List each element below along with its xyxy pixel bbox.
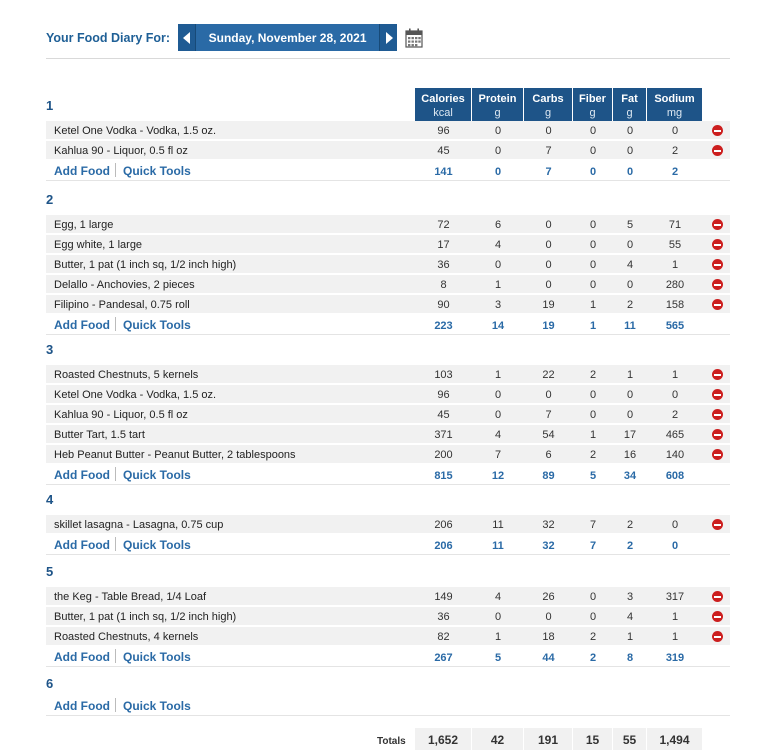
meal-total-carbs: 89 <box>542 470 555 482</box>
daily-total-calories: 1,652 <box>415 728 472 750</box>
daily-total-protein: 42 <box>472 728 524 750</box>
food-entry-row <box>46 425 730 444</box>
meal-total-calories: 815 <box>434 470 453 482</box>
entry-fat: 0 <box>626 145 634 157</box>
entry-carbs: 19 <box>542 299 555 311</box>
entry-carbs: 54 <box>542 429 555 441</box>
food-entry-row <box>46 295 730 314</box>
entry-calories: 206 <box>434 519 453 531</box>
entry-fiber: 0 <box>589 239 597 251</box>
food-entry-row <box>46 385 730 404</box>
column-name: Fiber <box>579 93 606 105</box>
entry-sodium: 1 <box>671 369 679 381</box>
entry-fiber: 0 <box>589 611 597 623</box>
entry-calories: 200 <box>434 449 453 461</box>
entry-fat: 2 <box>626 519 634 531</box>
meal-title: 1 <box>46 98 54 113</box>
meal-total-sodium: 608 <box>665 470 685 482</box>
quick-tools-link[interactable]: Quick Tools <box>123 318 191 332</box>
delete-entry-icon[interactable] <box>712 519 723 530</box>
entry-calories: 371 <box>434 429 453 441</box>
column-name: Protein <box>478 93 517 105</box>
meal-total-sodium: 319 <box>665 652 685 664</box>
entry-protein: 1 <box>494 631 502 643</box>
entry-carbs: 18 <box>542 631 555 643</box>
food-entry-name[interactable]: Butter, 1 pat (1 inch sq, 1/2 inch high) <box>54 611 237 623</box>
entry-fat: 0 <box>626 239 634 251</box>
food-entry-name[interactable]: Ketel One Vodka - Vodka, 1.5 oz. <box>54 125 217 137</box>
entry-calories: 36 <box>437 259 450 271</box>
food-entry-row <box>46 365 730 384</box>
entry-fat: 17 <box>623 429 637 441</box>
delete-entry-icon[interactable] <box>712 125 723 136</box>
date-navigator <box>178 24 397 51</box>
link-separator <box>115 698 116 712</box>
delete-entry-icon[interactable] <box>712 239 723 250</box>
entry-protein: 1 <box>494 279 502 291</box>
link-separator <box>115 537 116 551</box>
entry-fiber: 2 <box>589 631 597 643</box>
entry-calories: 96 <box>437 125 450 137</box>
food-entry-row <box>46 515 730 534</box>
meal-total-fat: 2 <box>626 540 634 552</box>
entry-calories: 45 <box>437 409 450 421</box>
food-entry-name[interactable]: Butter Tart, 1.5 tart <box>54 429 145 441</box>
link-separator <box>115 317 116 331</box>
column-unit: mg <box>666 107 683 119</box>
entry-fiber: 7 <box>589 519 597 531</box>
meal-total-fiber: 0 <box>589 166 597 178</box>
quick-tools-link[interactable]: Quick Tools <box>123 164 191 178</box>
delete-entry-icon[interactable] <box>712 429 723 440</box>
food-entry-row <box>46 141 730 160</box>
entry-sodium: 465 <box>665 429 685 441</box>
entry-carbs: 26 <box>542 591 555 603</box>
entry-protein: 0 <box>494 409 502 421</box>
entry-sodium: 158 <box>665 299 685 311</box>
meal-total-protein: 5 <box>494 652 502 664</box>
meal-total-fat: 0 <box>626 166 634 178</box>
food-entry-name[interactable]: Butter, 1 pat (1 inch sq, 1/2 inch high) <box>54 259 237 271</box>
quick-tools-link[interactable]: Quick Tools <box>123 538 191 552</box>
entry-sodium: 1 <box>671 631 679 643</box>
diary-header <box>46 24 736 51</box>
entry-carbs: 6 <box>545 449 552 461</box>
meal-total-fat: 11 <box>624 320 636 332</box>
delete-entry-icon[interactable] <box>712 299 723 310</box>
delete-entry-icon[interactable] <box>712 369 723 380</box>
diary-date-label: Your Food Diary For: <box>46 30 171 45</box>
food-entry-row <box>46 275 730 294</box>
meal-total-row <box>46 535 730 555</box>
delete-entry-icon[interactable] <box>712 219 723 230</box>
add-food-link[interactable]: Add Food <box>54 538 110 552</box>
entry-protein: 0 <box>494 259 502 271</box>
entry-carbs: 7 <box>545 409 552 421</box>
entry-fat: 4 <box>626 611 634 623</box>
entry-calories: 17 <box>437 239 450 251</box>
meal-total-fiber: 7 <box>589 540 597 552</box>
entry-calories: 8 <box>440 279 447 291</box>
entry-sodium: 0 <box>671 389 679 401</box>
food-entry-name[interactable]: Filipino - Pandesal, 0.75 roll <box>54 299 190 311</box>
daily-total-fiber: 15 <box>573 728 613 750</box>
entry-protein: 3 <box>494 299 502 311</box>
entry-sodium: 317 <box>665 591 685 603</box>
entry-sodium: 140 <box>665 449 685 461</box>
food-entry-row <box>46 405 730 424</box>
entry-fiber: 0 <box>589 145 597 157</box>
meal-total-sodium: 0 <box>671 540 679 552</box>
caret-right-icon <box>385 32 393 44</box>
food-entry-row <box>46 255 730 274</box>
entry-fat: 4 <box>626 259 634 271</box>
link-separator <box>115 649 116 663</box>
meal-total-carbs: 7 <box>545 166 552 178</box>
entry-sodium: 1 <box>671 611 679 623</box>
column-unit: g <box>589 107 596 119</box>
food-entry-name[interactable]: Egg white, 1 large <box>54 239 143 251</box>
entry-fat: 0 <box>626 389 634 401</box>
entry-protein: 7 <box>494 449 502 461</box>
entry-carbs: 0 <box>545 125 552 137</box>
entry-protein: 11 <box>492 519 504 531</box>
food-entry-row <box>46 235 730 254</box>
meal-total-row <box>46 647 730 667</box>
entry-fiber: 0 <box>589 259 597 271</box>
current-date[interactable]: Sunday, November 28, 2021 <box>195 24 380 51</box>
entry-fat: 16 <box>623 449 637 461</box>
food-entry-name[interactable]: Roasted Chestnuts, 5 kernels <box>54 369 199 381</box>
column-name: Calories <box>421 93 465 105</box>
entry-fat: 3 <box>626 591 634 603</box>
delete-entry-icon[interactable] <box>712 259 723 270</box>
column-header-fat <box>613 88 647 122</box>
meal-total-fat: 34 <box>623 470 637 482</box>
food-entry-name[interactable]: Ketel One Vodka - Vodka, 1.5 oz. <box>54 389 217 401</box>
column-headers <box>415 88 703 122</box>
entry-fiber: 0 <box>589 389 597 401</box>
food-entry-row <box>46 215 730 234</box>
entry-fat: 0 <box>626 279 634 291</box>
entry-fat: 2 <box>626 299 634 311</box>
entry-fat: 0 <box>626 125 634 137</box>
meal-total-protein: 11 <box>492 540 504 552</box>
entry-protein: 4 <box>494 591 502 603</box>
meal-total-sodium: 565 <box>665 320 685 332</box>
meal-total-calories: 267 <box>434 652 453 664</box>
quick-tools-link[interactable]: Quick Tools <box>123 650 191 664</box>
add-food-link[interactable]: Add Food <box>54 468 110 482</box>
delete-entry-icon[interactable] <box>712 631 723 642</box>
entry-fiber: 1 <box>589 299 597 311</box>
entry-fat: 1 <box>626 369 634 381</box>
food-entry-row <box>46 445 730 464</box>
column-unit: g <box>626 107 633 119</box>
caret-left-icon <box>183 32 191 44</box>
entry-calories: 90 <box>437 299 450 311</box>
entry-fiber: 0 <box>589 591 597 603</box>
entry-calories: 103 <box>434 369 453 381</box>
entry-fiber: 2 <box>589 369 597 381</box>
meal-total-carbs: 32 <box>542 540 555 552</box>
daily-totals-row <box>46 728 736 750</box>
meal-title: 5 <box>46 564 54 579</box>
entry-sodium: 2 <box>671 145 679 157</box>
entry-carbs: 0 <box>545 219 552 231</box>
delete-entry-icon[interactable] <box>712 279 723 290</box>
column-name: Sodium <box>654 93 695 105</box>
meal-total-sodium: 2 <box>671 166 679 178</box>
column-name: Fat <box>621 93 638 105</box>
entry-sodium: 2 <box>671 409 679 421</box>
entry-calories: 72 <box>437 219 450 231</box>
column-name: Carbs <box>532 93 564 105</box>
entry-carbs: 0 <box>545 611 552 623</box>
meal-title: 4 <box>46 492 54 507</box>
totals-label: Totals <box>377 736 406 747</box>
entry-protein: 6 <box>494 219 502 231</box>
daily-total-sodium: 1,494 <box>647 728 703 750</box>
entry-sodium: 280 <box>665 279 685 291</box>
entry-protein: 1 <box>494 369 502 381</box>
entry-calories: 149 <box>434 591 453 603</box>
entry-fat: 0 <box>626 409 634 421</box>
column-header-fiber <box>573 88 613 122</box>
food-entry-name[interactable]: the Keg - Table Bread, 1/4 Loaf <box>54 591 207 603</box>
entry-sodium: 1 <box>671 259 679 271</box>
delete-entry-icon[interactable] <box>712 611 723 622</box>
column-unit: kcal <box>433 107 453 119</box>
header-divider <box>46 58 730 59</box>
calendar-icon[interactable] <box>405 28 423 48</box>
add-food-link[interactable]: Add Food <box>54 699 110 713</box>
entry-protein: 0 <box>494 125 502 137</box>
food-entry-name[interactable]: skillet lasagna - Lasagna, 0.75 cup <box>54 519 224 531</box>
meal-total-protein: 0 <box>494 166 502 178</box>
entry-fat: 5 <box>626 219 634 231</box>
food-entry-name[interactable]: Delallo - Anchovies, 2 pieces <box>54 279 195 291</box>
entry-fat: 1 <box>626 631 634 643</box>
meal-total-fiber: 2 <box>589 652 597 664</box>
meal-total-fat: 8 <box>626 652 634 664</box>
delete-entry-icon[interactable] <box>712 409 723 420</box>
entry-sodium: 71 <box>668 219 682 231</box>
add-food-link[interactable]: Add Food <box>54 318 110 332</box>
food-entry-name[interactable]: Kahlua 90 - Liquor, 0.5 fl oz <box>54 409 188 421</box>
entry-sodium: 0 <box>671 519 679 531</box>
meal-title: 3 <box>46 342 54 357</box>
entry-fiber: 1 <box>589 429 597 441</box>
entry-fiber: 2 <box>589 449 597 461</box>
delete-entry-icon[interactable] <box>712 145 723 156</box>
entry-carbs: 32 <box>542 519 555 531</box>
next-day-button[interactable] <box>380 24 397 51</box>
column-header-calories <box>415 88 472 122</box>
meal-title: 2 <box>46 192 54 207</box>
column-header-carbs <box>524 88 573 122</box>
entry-protein: 0 <box>494 145 502 157</box>
entry-carbs: 0 <box>545 279 552 291</box>
meal-total-fiber: 1 <box>589 320 597 332</box>
meal-total-calories: 141 <box>434 166 453 178</box>
entry-protein: 0 <box>494 389 502 401</box>
entry-carbs: 7 <box>545 145 552 157</box>
entry-carbs: 0 <box>545 259 552 271</box>
delete-entry-icon[interactable] <box>712 449 723 460</box>
entry-fiber: 0 <box>589 409 597 421</box>
delete-entry-icon[interactable] <box>712 389 723 400</box>
entry-calories: 82 <box>437 631 450 643</box>
entry-protein: 0 <box>494 611 502 623</box>
quick-tools-link[interactable]: Quick Tools <box>123 699 191 713</box>
meal-total-fiber: 5 <box>589 470 597 482</box>
entry-carbs: 0 <box>545 239 552 251</box>
add-food-link[interactable]: Add Food <box>54 164 110 178</box>
meal-total-row <box>46 696 730 716</box>
meal-total-calories: 206 <box>434 540 453 552</box>
entry-protein: 4 <box>494 239 502 251</box>
entry-sodium: 0 <box>671 125 679 137</box>
link-separator <box>115 467 116 481</box>
food-entry-row <box>46 121 730 140</box>
entry-fiber: 0 <box>589 219 597 231</box>
meal-total-row <box>46 465 730 485</box>
entry-fiber: 0 <box>589 279 597 291</box>
meal-total-carbs: 44 <box>542 652 555 664</box>
add-food-link[interactable]: Add Food <box>54 650 110 664</box>
quick-tools-link[interactable]: Quick Tools <box>123 468 191 482</box>
column-unit: g <box>494 107 501 119</box>
food-entry-name[interactable]: Egg, 1 large <box>54 219 114 231</box>
meal-total-calories: 223 <box>434 320 453 332</box>
meal-title: 6 <box>46 676 54 691</box>
delete-entry-icon[interactable] <box>712 591 723 602</box>
previous-day-button[interactable] <box>178 24 195 51</box>
entry-protein: 4 <box>494 429 502 441</box>
entry-calories: 96 <box>437 389 450 401</box>
entry-fiber: 0 <box>589 125 597 137</box>
meal-total-carbs: 19 <box>542 320 555 332</box>
food-entry-name[interactable]: Heb Peanut Butter - Peanut Butter, 2 tablespoons <box>54 449 296 461</box>
link-separator <box>115 163 116 177</box>
entry-sodium: 55 <box>668 239 682 251</box>
food-entry-row <box>46 627 730 646</box>
food-entry-name[interactable]: Kahlua 90 - Liquor, 0.5 fl oz <box>54 145 188 157</box>
entry-calories: 36 <box>437 611 450 623</box>
meal-total-row <box>46 161 730 181</box>
entry-carbs: 22 <box>542 369 555 381</box>
entry-calories: 45 <box>437 145 450 157</box>
daily-total-carbs: 191 <box>524 728 573 750</box>
daily-total-fat: 55 <box>613 728 647 750</box>
column-header-sodium <box>647 88 703 122</box>
column-header-protein <box>472 88 524 122</box>
entry-carbs: 0 <box>545 389 552 401</box>
food-entry-name[interactable]: Roasted Chestnuts, 4 kernels <box>54 631 199 643</box>
meal-total-row <box>46 315 730 335</box>
column-unit: g <box>544 107 552 119</box>
food-entry-row <box>46 587 730 606</box>
food-entry-row <box>46 607 730 626</box>
meal-total-protein: 14 <box>491 320 505 332</box>
meal-total-protein: 12 <box>491 470 505 482</box>
